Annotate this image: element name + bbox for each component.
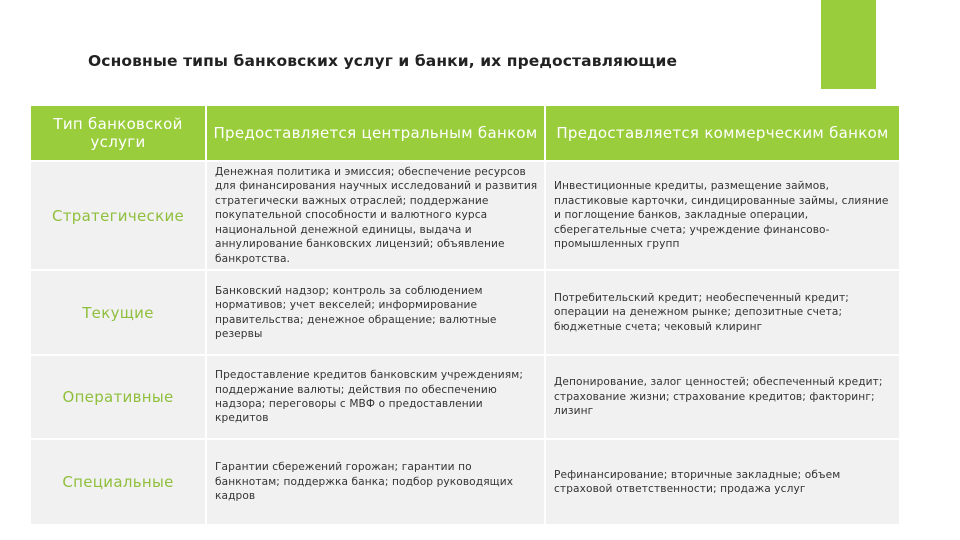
table-row (30, 270, 900, 355)
central-bank-cell: Гарантии сбережений горожан; гарантии по банкнотам; поддержка банка; подбор руководящих кадров (206, 439, 545, 525)
commercial-bank-cell: Потребительский кредит; необеспеченный кредит; операции на денежном рынке; депозитные счета; бюджетные счета; чековый клиринг (545, 270, 900, 355)
table-row (30, 161, 900, 270)
header-commercial-bank: Предоставляется коммерческим банком (545, 105, 900, 161)
header-central-bank: Предоставляется центральным банком (206, 105, 545, 161)
commercial-bank-cell: Инвестиционные кредиты, размещение займов, пластиковые карточки, синдицированные займы, слияние и поглощение банков, закладные операции, сберегательные счета; учреждение финансово-промышленных групп (545, 161, 900, 270)
table-row (30, 439, 900, 525)
central-bank-cell: Денежная политика и эмиссия; обеспечение ресурсов для финансирования научных исследований и развития стратегически важных отраслей; поддержание покупательной способности и валютного курса национальной денежной единицы, выдача и аннулирование банковских лицензий; объявление банкротства. (206, 161, 545, 270)
central-bank-cell: Банковский надзор; контроль за соблюдением нормативов; учет векселей; информирование правительства; денежное обращение; валютные резервы (206, 270, 545, 355)
table-header-row (30, 105, 900, 161)
service-type-cell: Специальные (30, 439, 206, 525)
banking-services-table (29, 104, 901, 526)
central-bank-cell: Предоставление кредитов банковским учреждениям; поддержание валюты; действия по обеспечению надзора; переговоры с МВФ о предоставлении кредитов (206, 355, 545, 439)
service-type-cell: Оперативные (30, 355, 206, 439)
service-type-cell: Стратегические (30, 161, 206, 270)
header-service-type: Тип банковской услуги (30, 105, 206, 161)
commercial-bank-cell: Рефинансирование; вторичные закладные; объем страховой ответственности; продажа услуг (545, 439, 900, 525)
slide-title: Основные типы банковских услуг и банки, их предоставляющие (88, 52, 678, 70)
table-row (30, 355, 900, 439)
commercial-bank-cell: Депонирование, залог ценностей; обеспеченный кредит; страхование жизни; страхование кредитов; факторинг; лизинг (545, 355, 900, 439)
service-type-cell: Текущие (30, 270, 206, 355)
accent-bar (821, 0, 876, 89)
